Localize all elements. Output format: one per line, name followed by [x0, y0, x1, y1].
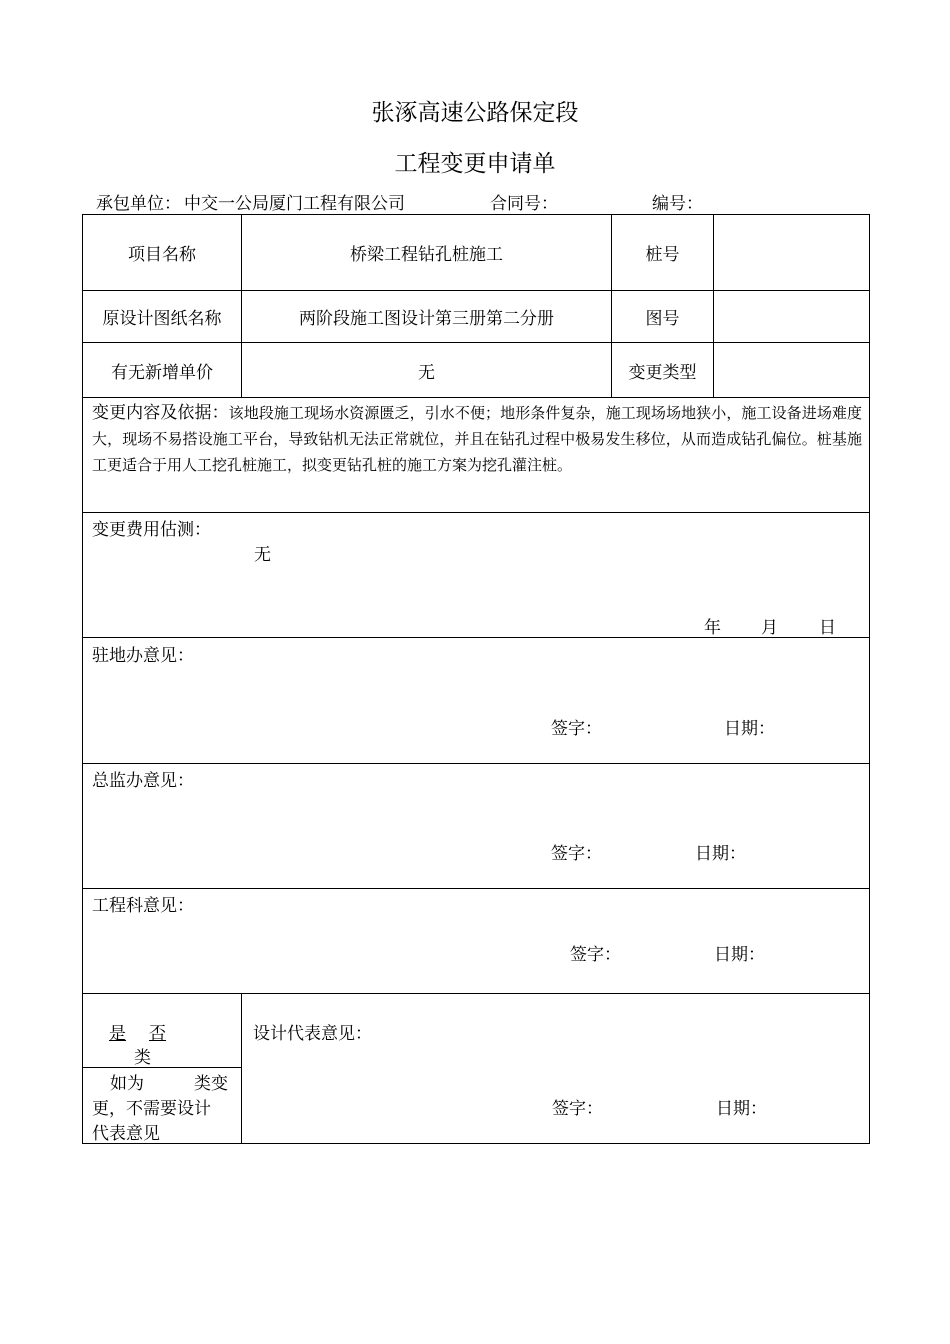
table-border-right [869, 214, 870, 1144]
new-price-value: 无 [418, 362, 435, 383]
contractor-label: 承包单位： [96, 194, 181, 214]
pile-no-value [714, 215, 869, 290]
row-divider [82, 763, 870, 764]
row-divider [82, 512, 870, 513]
cost-month: 月 [761, 618, 778, 638]
design-rep-note-line2: 更，不需要设计 [92, 1099, 211, 1119]
change-type-label: 变更类型 [628, 362, 697, 383]
engineering-dept-label: 工程科意见： [92, 896, 194, 916]
contractor-value: 中交一公局厦门工程有限公司 [184, 194, 405, 214]
change-content-section [92, 400, 862, 478]
design-rep-sign: 签字： [552, 1099, 603, 1119]
design-rep-note-b: 类变 [194, 1074, 228, 1094]
design-rep-class: 类 [134, 1048, 151, 1068]
design-rep-note-line3: 代表意见 [92, 1124, 160, 1144]
sub-row-divider [82, 1067, 241, 1068]
row-divider [82, 888, 870, 889]
row-divider [82, 637, 870, 638]
document-subtitle: 工程变更申请单 [394, 151, 556, 177]
resident-office-sign: 签字： [551, 719, 602, 739]
change-content-label: 变更内容及依据： [92, 403, 229, 423]
orig-drawing-label: 原设计图纸名称 [102, 309, 222, 329]
row-divider [82, 397, 870, 398]
engineering-dept-sign: 签字： [570, 945, 621, 965]
drawing-no-value [714, 291, 869, 342]
row-divider [82, 993, 870, 994]
col-divider [241, 993, 242, 1143]
change-content-text: 该地段施工现场水资源匮乏，引水不便；地形条件复杂，施工现场场地狭小，施工设备进场难度大，现场不易搭设施工平台，导致钻机无法正常就位，并且在钻孔过程中极易发生移位，从而造成钻孔偏位。桩基施工更适合于用人工挖孔桩施工，拟变更钻孔桩的施工方案为挖孔灌注桩。 [92, 404, 862, 474]
pile-no-label: 桩号 [645, 245, 680, 265]
cost-label: 变更费用估测： [92, 520, 211, 540]
design-rep-date: 日期： [716, 1099, 767, 1119]
table-border-bottom [82, 1143, 870, 1144]
design-rep-note-a: 如为 [110, 1074, 144, 1094]
project-name-label: 项目名称 [128, 245, 196, 265]
contract-no-label: 合同号： [490, 194, 558, 214]
drawing-no-label: 图号 [645, 309, 680, 329]
chief-supervisor-sign: 签字： [551, 844, 602, 864]
new-price-label: 有无新增单价 [111, 362, 213, 383]
engineering-dept-date: 日期： [714, 945, 765, 965]
orig-drawing-value: 两阶段施工图设计第三册第二分册 [299, 309, 554, 329]
design-rep-yes: 是 [109, 1024, 126, 1044]
chief-supervisor-date: 日期： [695, 844, 746, 864]
resident-office-label: 驻地办意见： [92, 646, 194, 666]
chief-supervisor-label: 总监办意见： [92, 771, 194, 791]
cost-day: 日 [819, 618, 836, 638]
serial-no-label: 编号： [652, 194, 703, 214]
document-title: 张涿高速公路保定段 [371, 100, 579, 126]
cost-year: 年 [704, 618, 721, 638]
design-rep-no: 否 [149, 1024, 166, 1044]
project-name-value: 桥梁工程钻孔桩施工 [350, 245, 503, 265]
resident-office-date: 日期： [724, 719, 775, 739]
change-type-value [714, 343, 869, 397]
design-rep-label: 设计代表意见： [253, 1024, 372, 1044]
cost-value: 无 [254, 545, 271, 565]
